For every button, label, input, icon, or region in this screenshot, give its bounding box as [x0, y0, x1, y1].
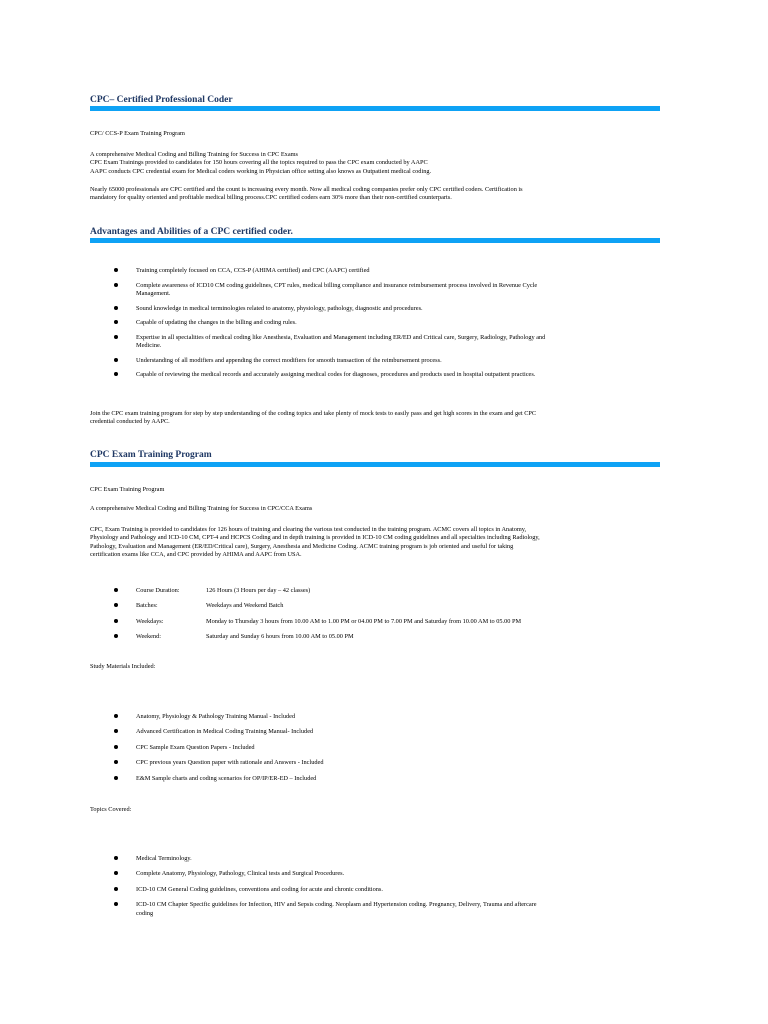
material-item	[90, 759, 660, 767]
list-item-text: Training completely focused on CCA, CCS-P (AHIMA certified) and CPC (AAPC) certified	[136, 267, 370, 274]
text-line: Pathology, Evaluation and Management (ER/ED/Critical care), Surgery, Anesthesia and Medicine Coding. ACMC training program is job oriented and useful for taking	[90, 542, 514, 550]
materials-list	[90, 713, 660, 790]
list-item-text: Anatomy, Physiology & Pathology Training Manual - Included	[136, 713, 296, 720]
bullet-icon	[114, 372, 118, 376]
text-line: AAPC conducts CPC credential exam for Medical coders working in Physician office setting also knows as Outpatient medical coding.	[90, 167, 432, 175]
advantage-item	[90, 371, 660, 379]
detail-key: Course Duration:	[136, 587, 180, 594]
text-line: Join the CPC exam training program for step by step understanding of the coding topics and take plenty of mock tests to easily pass and get high scores in the exam and get CPC	[90, 410, 537, 417]
list-item-text: CPC previous years Question paper with rationale and Answers - Included	[136, 759, 324, 767]
list-item-text: Capable of reviewing the medical records and accurately assigning medical codes for diagnoses, procedures and products used in hospital outpatient practices.	[136, 371, 536, 379]
text-line: CPC Exam Trainings provided to candidates for 150 hours covering all the topics required to pass the CPC exam conducted by AAPC	[90, 159, 428, 167]
list-item-text: E&M Sample charts and coding scenarios for OP/IP/ER-ED – Included	[136, 774, 317, 782]
text-line: A comprehensive Medical Coding and Billing Training for Success in CPC Exams	[90, 151, 298, 158]
text-line: Nearly 65000 professionals are CPC certified and the count is increasing every month. Now all medical coding companies prefer only CPC certified coders. Certification is	[90, 186, 523, 193]
bullet-icon	[114, 887, 118, 891]
course-detail-item	[90, 602, 660, 610]
bullet-icon	[114, 760, 118, 764]
bullet-icon	[114, 306, 118, 310]
bullet-icon	[114, 634, 118, 638]
list-item-text: CPC Sample Exam Question Papers - Included	[136, 743, 255, 751]
section-divider	[90, 106, 660, 111]
material-item	[90, 744, 660, 752]
advantage-item	[90, 357, 660, 365]
exam-description	[90, 526, 660, 560]
advantage-item	[90, 305, 660, 313]
course-detail-item	[90, 618, 660, 626]
section-title-exam: CPC Exam Training Program	[90, 450, 212, 460]
bullet-icon	[114, 603, 118, 607]
advantages-list	[90, 267, 660, 386]
advantage-item	[90, 334, 660, 351]
bullet-icon	[114, 745, 118, 749]
text-line: A comprehensive Medical Coding and Billing Training for Success in CPC/CCA Exams	[90, 505, 313, 512]
material-item	[90, 728, 660, 736]
topic-item	[90, 886, 660, 894]
text-line: certification exams like CCA, and CPC provided by AHIMA and AAPC from USA.	[90, 551, 302, 559]
text-line: CPC/ CCS-P Exam Training Program	[90, 130, 185, 137]
detail-key: Weekdays:	[136, 617, 164, 625]
material-item	[90, 713, 660, 721]
list-item-text: Management.	[136, 290, 171, 297]
list-item-text: Sound knowledge in medical terminologies related to anatomy, physiology, pathology, diagnostic and procedures.	[136, 304, 423, 312]
list-item-text: Medical Terminology.	[136, 855, 192, 862]
bullet-icon	[114, 335, 118, 339]
bullet-icon	[114, 619, 118, 623]
detail-value: 126 Hours (3 Hours per day – 42 classes)	[206, 587, 311, 594]
intro-paragraph	[90, 151, 660, 176]
bullet-icon	[114, 856, 118, 860]
list-item-text: Understanding of all modifiers and appending the correct modifiers for smooth transaction of the reimbursement process.	[136, 356, 442, 364]
text-line: Topics Covered:	[90, 806, 132, 813]
list-item-text: Complete awareness of ICD10 CM coding guidelines, CPT rules, medical billing compliance and insurance reimbursement process involved in Revenue Cycle	[136, 281, 538, 289]
topics-label	[90, 806, 660, 814]
advantage-item	[90, 282, 660, 299]
text-line: CPC Exam Training Program	[90, 486, 165, 493]
bullet-icon	[114, 588, 118, 592]
bullet-icon	[114, 871, 118, 875]
materials-label	[90, 663, 660, 671]
text-line: Study Materials Included:	[90, 663, 156, 670]
detail-key: Batches:	[136, 602, 158, 610]
program-label	[90, 130, 660, 138]
text-line: credential conducted by AAPC.	[90, 418, 170, 426]
topics-list	[90, 855, 660, 925]
detail-value: Weekdays and Weekend Batch	[206, 602, 284, 610]
list-item-text: Complete Anatomy, Physiology, Pathology, Clinical tests and Surgical Procedures.	[136, 870, 345, 878]
exam-program-label	[90, 486, 660, 494]
join-paragraph	[90, 410, 660, 427]
bullet-icon	[114, 268, 118, 272]
section-title-cpc: CPC– Certified Professional Coder	[90, 95, 233, 105]
course-details-list	[90, 587, 660, 649]
detail-key: Weekend:	[136, 633, 162, 641]
list-item-text: Advanced Certification in Medical Coding Training Manual- Included	[136, 728, 314, 736]
bullet-icon	[114, 776, 118, 780]
material-item	[90, 775, 660, 783]
list-item-text: Medicine.	[136, 342, 162, 350]
text-line: Physiology and Pathology and ICD-10 CM, CPT-4 and HCPCS Coding and in depth training is provided in ICD-10 CM coding guidelines and all specialties including Radiology,	[90, 534, 540, 542]
list-item-text: Capable of updating the changes in the billing and coding rules.	[136, 319, 297, 327]
text-line: CPC, Exam Training is provided to candidates for 126 hours of training and clearing the various test conducted in the training program. ACMC covers all topics in Anatomy,	[90, 526, 527, 533]
bullet-icon	[114, 320, 118, 324]
exam-sub-label	[90, 505, 660, 513]
list-item-text: Expertise in all specialities of medical coding like Anesthesia, Evaluation and Management including ER/ED and Critical care, Surgery, Radiology, Pathology and	[136, 333, 546, 341]
advantage-item	[90, 319, 660, 327]
bullet-icon	[114, 283, 118, 287]
detail-value: Monday to Thursday 3 hours from 10.00 AM to 1.00 PM or 04.00 PM to 7.00 PM and Saturday from 10.00 AM to 05.00 PM	[206, 617, 522, 625]
section-divider	[90, 462, 660, 467]
topic-item	[90, 870, 660, 878]
topic-item	[90, 901, 660, 918]
section-title-advantages: Advantages and Abilities of a CPC certified coder.	[90, 227, 293, 237]
topic-item	[90, 855, 660, 863]
list-item-text: coding	[136, 909, 154, 917]
text-line: mandatory for quality oriented and profitable medical billing process.CPC certified coders earn 30% more than their non-certified counterparts.	[90, 194, 452, 202]
course-detail-item	[90, 633, 660, 641]
nearly-paragraph	[90, 186, 660, 203]
bullet-icon	[114, 902, 118, 906]
list-item-text: ICD-10 CM General Coding guidelines, conventions and coding for acute and chronic conditions.	[136, 885, 383, 893]
list-item-text: ICD-10 CM Chapter Specific guidelines for Infection, HIV and Sepsis coding. Neoplasm and Hypertension coding. Pregnancy, Delivery, Trauma and aftercare	[136, 901, 537, 909]
advantage-item	[90, 267, 660, 275]
bullet-icon	[114, 714, 118, 718]
bullet-icon	[114, 729, 118, 733]
bullet-icon	[114, 358, 118, 362]
detail-value: Saturday and Sunday 6 hours from 10.00 AM to 05.00 PM	[206, 633, 354, 641]
course-detail-item	[90, 587, 660, 595]
section-divider	[90, 238, 660, 243]
